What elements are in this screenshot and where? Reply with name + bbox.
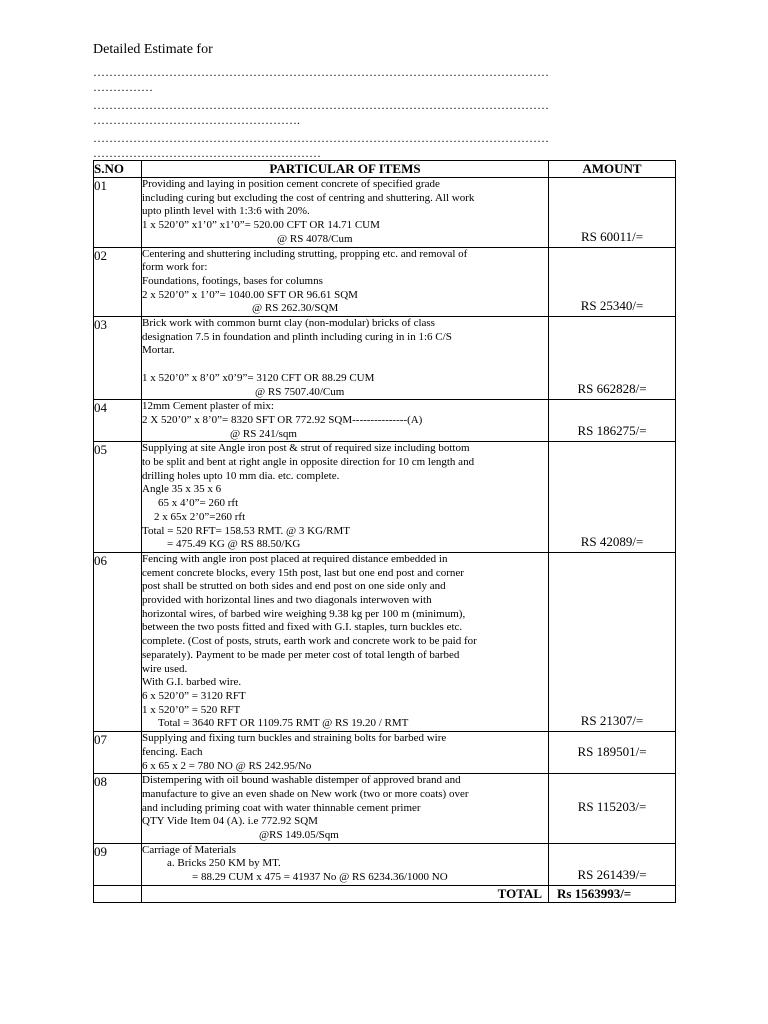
row-particular [142, 774, 549, 844]
header-sno: S.NO [94, 161, 142, 178]
row-amount: RS 662828/= [549, 317, 676, 400]
row-text-line: = 475.49 KG @ RS 88.50/KG [167, 538, 301, 551]
row-text-line: Mortar. [142, 344, 175, 357]
row-text-line: Total = 3640 RFT OR 1109.75 RMT @ RS 19.20 / RMT [158, 717, 409, 730]
row-text-line: 2 x 65x 2’0”=260 rft [154, 510, 246, 523]
document-title: Detailed Estimate for [93, 42, 213, 57]
row-text-line: QTY Vide Item 04 (A). i.e 772.92 SQM [142, 815, 318, 828]
header-amount: AMOUNT [549, 161, 676, 178]
table-row [94, 247, 676, 317]
row-sno: 08 [94, 774, 142, 844]
row-text-line: Brick work with common burnt clay (non-modular) bricks of class [142, 317, 435, 330]
table-row [94, 552, 676, 731]
total-amount: Rs 1563993/= [549, 885, 676, 902]
row-sno: 01 [94, 178, 142, 248]
total-row [94, 885, 676, 902]
row-text-line: 65 x 4’0”= 260 rft [158, 497, 239, 510]
row-text-line: 12mm Cement plaster of mix: [142, 400, 274, 413]
row-sno: 09 [94, 843, 142, 885]
row-text-line: fencing. Each [142, 745, 203, 758]
row-text-line: Angle 35 x 35 x 6 [142, 483, 222, 496]
row-text-line: wire used. [142, 662, 188, 675]
row-sno: 07 [94, 732, 142, 774]
row-text-line: Providing and laying in position cement concrete of specified grade [142, 178, 440, 190]
row-rate-line: @ RS 4078/Cum [277, 232, 353, 245]
row-sno: 06 [94, 552, 142, 731]
row-text-line: Foundations, footings, bases for columns [142, 274, 323, 287]
table-row [94, 442, 676, 553]
table-row [94, 400, 676, 442]
row-text-line: a. Bricks 250 KM by MT. [167, 857, 281, 870]
dotted-line-4: ……………………………………………. [93, 113, 300, 127]
row-text-line: provided with horizontal lines and two diagonals interwoven with [142, 594, 432, 607]
total-label: TOTAL [142, 885, 549, 902]
row-particular [142, 552, 549, 731]
row-text-line: 1 x 520’0” x 8’0” x0’9”= 3120 CFT OR 88.29 CUM [142, 371, 375, 384]
row-text-line: complete. (Cost of posts, struts, earth work and concrete work to be paid for [142, 635, 477, 648]
row-amount: RS 261439/= [549, 843, 676, 885]
row-text-line: form work for: [142, 261, 208, 274]
row-text-line: 2 x 520’0” x 1’0”= 1040.00 SFT OR 96.61 SQM [142, 288, 358, 301]
row-particular [142, 442, 549, 553]
row-blank-line [142, 358, 548, 372]
row-text-line: Distempering with oil bound washable distemper of approved brand and [142, 774, 461, 787]
row-text-line: to be split and bent at right angle in opposite direction for 10 cm length and [142, 456, 475, 469]
dotted-line-5: …………………………………………………………………………………………………… [93, 131, 549, 145]
row-text-line: including curing but excluding the cost of centring and shuttering. All work [142, 191, 475, 204]
row-text-line: Supplying and fixing turn buckles and straining bolts for barbed wire [142, 732, 447, 745]
row-amount: RS 186275/= [549, 400, 676, 442]
row-text-line: Fencing with angle iron post placed at required distance embedded in [142, 552, 448, 565]
dotted-line-2: …………… [93, 80, 153, 94]
row-particular [142, 843, 549, 885]
row-text-line: post shall be strutted on both sides and end post on one side only and [142, 580, 446, 593]
row-amount: RS 21307/= [549, 552, 676, 731]
dotted-line-1: …………………………………………………………………………………………………… [93, 65, 549, 79]
row-particular [142, 400, 549, 442]
row-text-line: upto plinth level with 1:3:6 with 20%. [142, 205, 310, 218]
table-row [94, 843, 676, 885]
table-row [94, 178, 676, 248]
table-row [94, 317, 676, 400]
row-text-line: 6 x 65 x 2 = 780 NO @ RS 242.95/No [142, 759, 312, 772]
row-text-line: drilling holes upto 10 mm dia. etc. complete. [142, 469, 340, 482]
row-text-line: Supplying at site Angle iron post & strut of required size including bottom [142, 442, 470, 455]
row-sno: 04 [94, 400, 142, 442]
table-row [94, 774, 676, 844]
row-text-line: = 88.29 CUM x 475 = 41937 No @ RS 6234.36/1000 NO [192, 871, 448, 884]
row-text-line: separately). Payment to be made per meter cost of total length of barbed [142, 648, 460, 661]
dotted-line-3: …………………………………………………………………………………………………… [93, 98, 549, 112]
row-rate-line: @RS 149.05/Sqm [259, 829, 339, 842]
row-particular [142, 178, 549, 248]
header-particular: PARTICULAR OF ITEMS [142, 161, 549, 178]
table-header-row [94, 161, 676, 178]
row-amount: RS 25340/= [549, 247, 676, 317]
row-sno: 03 [94, 317, 142, 400]
row-text-line: 2 X 520’0” x 8’0”= 8320 SFT OR 772.92 SQM---------------(A) [142, 413, 423, 426]
row-particular [142, 317, 549, 400]
row-text-line: 1 x 520’0” = 520 RFT [142, 703, 241, 716]
row-text-line: 6 x 520’0” = 3120 RFT [142, 690, 246, 702]
table-row [94, 732, 676, 774]
row-text-line: Total = 520 RFT= 158.53 RMT. @ 3 KG/RMT [142, 524, 350, 537]
row-amount: RS 189501/= [549, 732, 676, 774]
row-text-line: between the two posts fitted and fixed with G.I. staples, turn buckles etc. [142, 621, 463, 634]
row-rate-line: @ RS 7507.40/Cum [255, 385, 345, 398]
row-amount: RS 42089/= [549, 442, 676, 553]
row-text-line: and including priming coat with water thinnable cement primer [142, 801, 421, 814]
row-sno: 05 [94, 442, 142, 553]
row-text-line: Carriage of Materials [142, 843, 237, 856]
row-amount: RS 60011/= [549, 178, 676, 248]
row-text-line: Centering and shuttering including strutting, propping etc. and removal of [142, 247, 468, 260]
row-text-line: With G.I. barbed wire. [142, 676, 242, 689]
row-particular [142, 247, 549, 317]
row-text-line: manufacture to give an even shade on New work (two or more coats) over [142, 787, 469, 800]
estimate-table [93, 160, 676, 903]
row-amount: RS 115203/= [549, 774, 676, 844]
row-text-line: horizontal wires, of barbed wire weighing 9.38 kg per 100 m (minimum), [142, 607, 466, 620]
row-text-line: cement concrete blocks, every 15th post, last but one end post and corner [142, 566, 464, 579]
row-text-line: designation 7.5 in foundation and plinth including curing in in 1:6 C/S [142, 330, 452, 343]
row-rate-line: @ RS 262.30/SQM [252, 302, 339, 315]
total-empty-cell [94, 885, 142, 902]
row-rate-line: @ RS 241/sqm [230, 427, 297, 440]
row-text-line: 1 x 520’0” x1’0” x1’0”= 520.00 CFT OR 14.71 CUM [142, 219, 380, 232]
row-particular [142, 732, 549, 774]
dotted-line-6: ………………………………………………… [93, 146, 321, 160]
row-sno: 02 [94, 247, 142, 317]
